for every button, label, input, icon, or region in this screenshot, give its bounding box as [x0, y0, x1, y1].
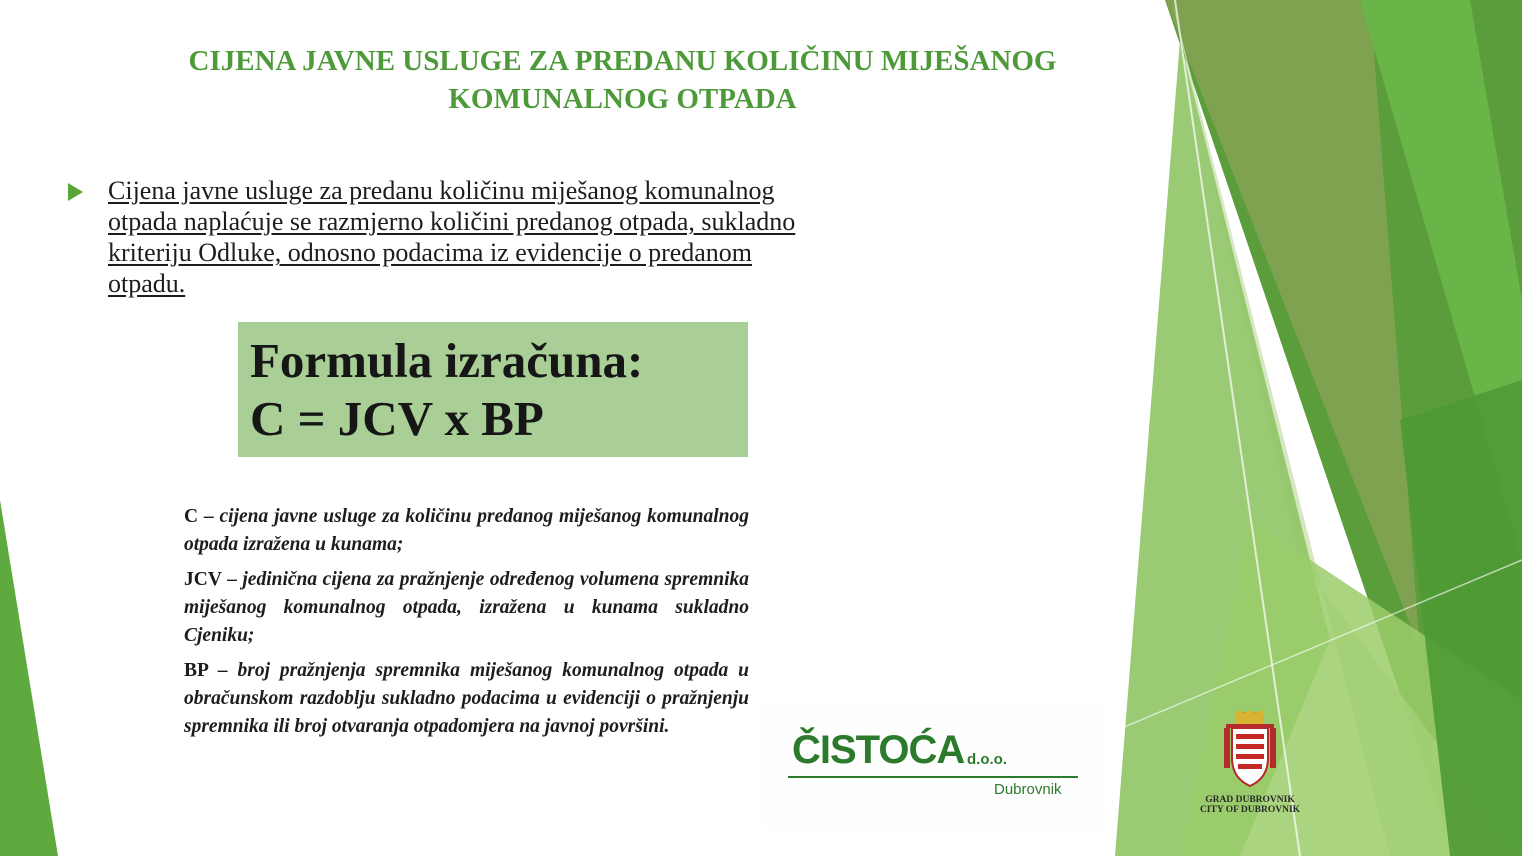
formula-heading: Formula izračuna: [250, 333, 644, 388]
slide-title [100, 42, 1145, 118]
definition-text: jedinična cijena za pražnjenje određenog volumena spremnika miješanog komunalnog otpada, izražena u kunama sukladno Cjeniku; [184, 569, 749, 646]
definition-term: JCV – [184, 569, 243, 590]
title-line-1: CIJENA JAVNE USLUGE ZA PREDANU KOLIČINU MIJEŠANOG [188, 45, 1057, 77]
logo-wordmark: ČISTOĆA [792, 728, 965, 772]
definition-jcv [184, 566, 749, 650]
formula-box [238, 322, 748, 457]
cistoca-logo [762, 702, 1107, 830]
crest-caption-line-2: CITY OF DUBROVNIK [1199, 805, 1301, 815]
bullet-paragraph [108, 175, 878, 299]
bullet-line-1: Cijena javne usluge za predanu količinu miješanog komunalnog [108, 176, 775, 205]
logo-city: Dubrovnik [994, 781, 1062, 798]
definition-term: C – [184, 506, 220, 527]
definition-text: cijena javne usluge za količinu predanog miješanog komunalnog otpada izražena u kunama; [184, 506, 749, 555]
dubrovnik-crest-icon [1222, 710, 1278, 788]
formula-expression: C = JCV x BP [250, 391, 544, 446]
definition-bp [184, 657, 749, 741]
definition-text: broj pražnjenja spremnika miješanog komunalnog otpada u obračunskom razdoblju sukladno podacima u evidenciji o pražnjenju spremnika ili broj otvaranja otpadomjera na javnoj površini. [184, 660, 749, 737]
left-green-stripe [0, 500, 58, 856]
crest-caption-line-1: GRAD DUBROVNIK [1205, 795, 1295, 805]
logo-underline [788, 776, 1078, 778]
bullet-line-4: otpadu. [108, 269, 186, 298]
title-line-2: KOMUNALNOG OTPADA [448, 83, 797, 115]
definitions-list [184, 503, 749, 748]
triangle-bullet-icon [68, 183, 83, 201]
bullet-line-3: kriteriju Odluke, odnosno podacima iz evidencije o predanom [108, 238, 753, 267]
logo-suffix: d.o.o. [967, 751, 1007, 768]
definition-term: BP – [184, 660, 238, 681]
definition-c [184, 503, 749, 559]
bullet-line-2: otpada naplaćuje se razmjerno količini predanog otpada, sukladno [108, 207, 796, 236]
crest-caption [1190, 795, 1310, 815]
